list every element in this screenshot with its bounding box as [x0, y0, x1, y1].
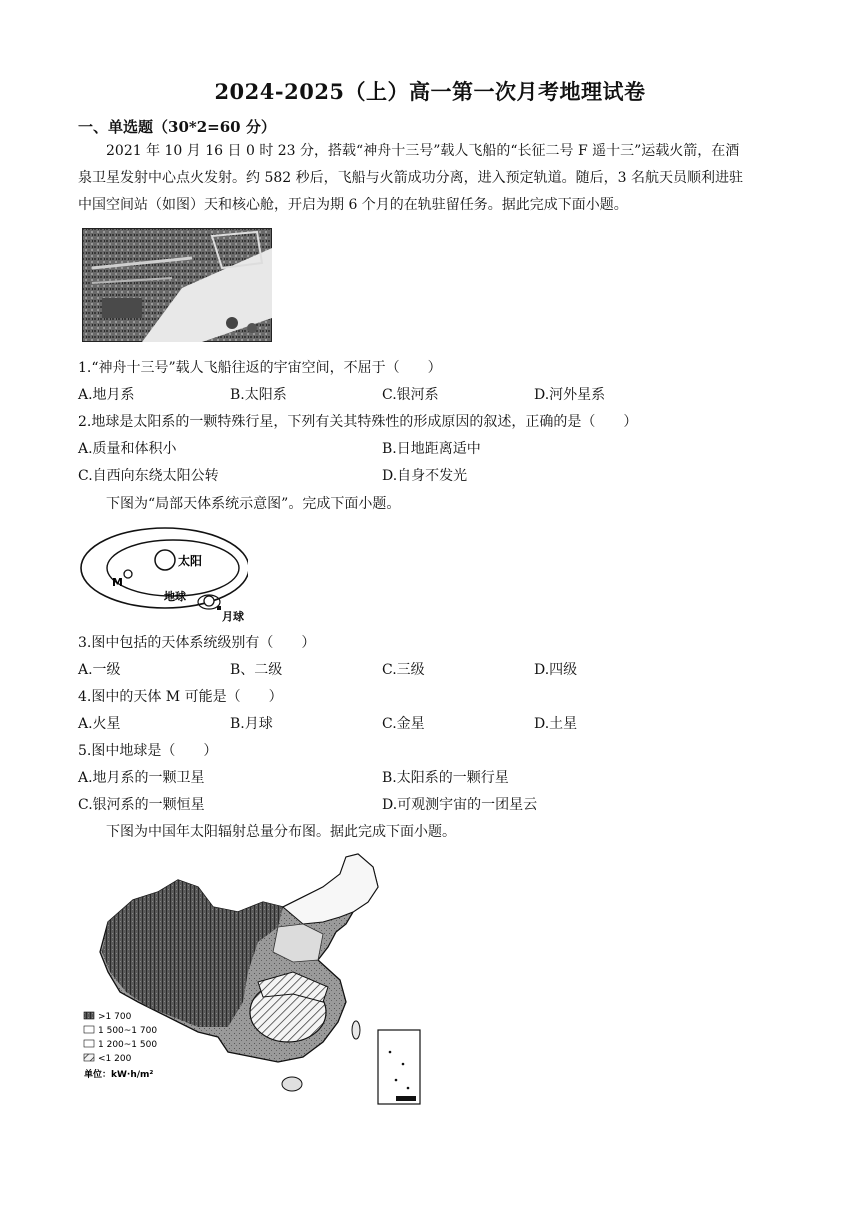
- q2-option-a[interactable]: A.质量和体积小: [78, 441, 177, 457]
- northeast-region: [283, 854, 378, 924]
- china-solar-radiation-map: [78, 852, 428, 1112]
- intro-paragraph-1: [78, 138, 788, 219]
- m-label: M: [112, 576, 123, 589]
- q2-option-c[interactable]: C.自西向东绕太阳公转: [78, 468, 219, 484]
- earth-circle: [204, 596, 214, 606]
- q4-option-b[interactable]: B.月球: [230, 716, 273, 732]
- hainan-island: [282, 1077, 302, 1091]
- q3-option-a[interactable]: A.一级: [78, 662, 121, 678]
- q5-option-a[interactable]: A.地月系的一颗卫星: [78, 770, 205, 786]
- space-station-photo: [82, 228, 272, 342]
- q1-option-d[interactable]: D.河外星系: [534, 387, 606, 403]
- m-body: [124, 570, 132, 578]
- section-heading: 一、单选题（30*2=60 分）: [78, 118, 276, 136]
- legend-item-3: 1 200~1 500: [98, 1040, 158, 1050]
- intro-line-1: 2021 年 10 月 16 日 0 时 23 分，搭载“神舟十三号”载人飞船的“长征二号 F 遥十三”运载火箭，在酒: [106, 143, 740, 159]
- question-3: 3.图中包括的天体系统级别有（ ）: [78, 635, 316, 651]
- question-2: 2.地球是太阳系的一颗特殊行星，下列有关其特殊性的形成原因的叙述，正确的是（ ）: [78, 414, 638, 430]
- map-legend: [84, 1012, 157, 1080]
- intro-map-text: 下图为中国年太阳辐射总量分布图。据此完成下面小题。: [106, 824, 456, 840]
- intro-diagram-text: 下图为“局部天体系统示意图”。完成下面小题。: [106, 496, 401, 512]
- legend-item-4: <1 200: [98, 1054, 132, 1064]
- legend-item-1: >1 700: [98, 1012, 132, 1022]
- q4-option-d[interactable]: D.土星: [534, 716, 578, 732]
- sun-circle: [155, 550, 175, 570]
- moon-label: 月球: [222, 610, 244, 623]
- q5-option-c[interactable]: C.银河系的一颗恒星: [78, 797, 205, 813]
- celestial-system-diagram: [78, 518, 248, 624]
- q4-option-c[interactable]: C.金星: [382, 716, 425, 732]
- intro-line-3: 中国空间站（如图）天和核心舱，开启为期 6 个月的在轨驻留任务。据此完成下面小题。: [78, 197, 628, 213]
- sun-label: 太阳: [178, 554, 203, 568]
- q3-option-d[interactable]: D.四级: [534, 662, 578, 678]
- exam-title: 2024-2025（上）高一第一次月考地理试卷: [214, 79, 646, 104]
- south-china-sea-inset: [378, 1030, 420, 1104]
- legend-item-2: 1 500~1 700: [98, 1026, 158, 1036]
- q2-option-d[interactable]: D.自身不发光: [382, 468, 468, 484]
- question-4: 4.图中的天体 M 可能是（ ）: [78, 689, 283, 705]
- question-1: 1.“神舟十三号”载人飞船往返的宇宙空间，不屈于（ ）: [78, 360, 442, 376]
- q4-option-a[interactable]: A.火星: [78, 716, 121, 732]
- q1-option-a[interactable]: A.地月系: [78, 387, 135, 403]
- moon-dot: [217, 606, 221, 610]
- q1-option-b[interactable]: B.太阳系: [230, 387, 287, 403]
- earth-label: 地球: [164, 590, 186, 603]
- legend-unit: 单位：kW·h/m²: [84, 1070, 154, 1080]
- q5-option-d[interactable]: D.可观测宇宙的一团星云: [382, 797, 538, 813]
- question-5: 5.图中地球是（ ）: [78, 743, 218, 759]
- q2-option-b[interactable]: B.日地距离适中: [382, 441, 481, 457]
- taiwan-island: [352, 1021, 360, 1039]
- intro-line-2: 泉卫星发射中心点火发射。约 582 秒后，飞船与火箭成功分离，进入预定轨道。随后，3 名航天员顺利进驻: [78, 170, 743, 186]
- q3-option-c[interactable]: C.三级: [382, 662, 425, 678]
- q1-option-c[interactable]: C.银河系: [382, 387, 439, 403]
- q5-option-b[interactable]: B.太阳系的一颗行星: [382, 770, 509, 786]
- q3-option-b[interactable]: B、二级: [230, 662, 283, 678]
